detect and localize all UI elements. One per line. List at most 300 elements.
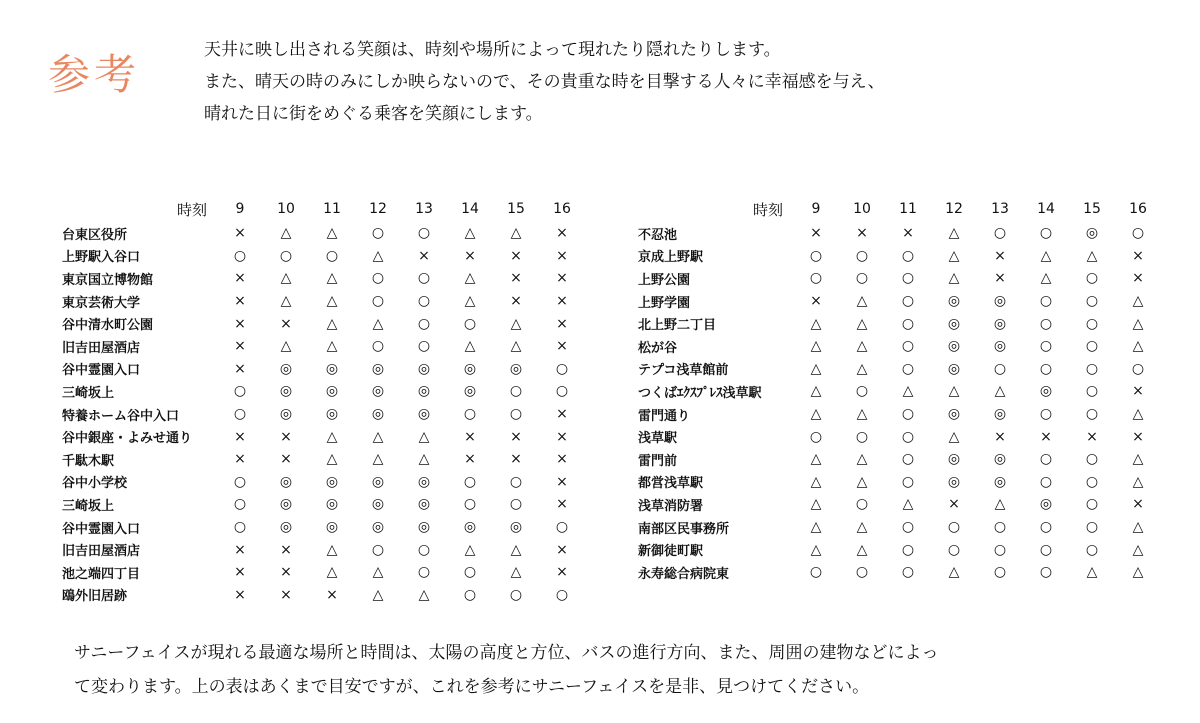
visibility-mark: ○: [1039, 225, 1053, 242]
stop-name: 谷中清水町公園: [62, 318, 154, 334]
stop-name: 上野学園: [638, 295, 691, 311]
stop-name: 三崎坂上: [62, 498, 115, 514]
visibility-mark: △: [1132, 338, 1144, 355]
visibility-mark: ○: [901, 338, 915, 355]
stop-name: 東京芸術大学: [62, 295, 141, 311]
visibility-mark: △: [280, 270, 292, 287]
table-row: [638, 403, 1161, 426]
visibility-mark: ◎: [463, 383, 477, 400]
visibility-mark: ○: [371, 293, 385, 310]
visibility-mark: ◎: [947, 338, 961, 355]
visibility-mark: ○: [1039, 315, 1053, 332]
table-header-row: [638, 196, 1161, 222]
stop-name: 池之端四丁目: [62, 566, 141, 582]
visibility-mark: ×: [556, 564, 568, 581]
visibility-mark: △: [464, 270, 476, 287]
visibility-mark: △: [418, 428, 430, 445]
visibility-mark: △: [856, 519, 868, 536]
visibility-mark: ×: [1132, 428, 1144, 445]
stop-name: 上野駅入谷口: [62, 250, 141, 266]
hour-header: 15: [507, 201, 525, 217]
visibility-mark: ×: [994, 247, 1006, 264]
table-row: [638, 222, 1161, 245]
intro-text: [204, 34, 885, 130]
stop-name: 千駄木駅: [62, 453, 115, 469]
visibility-mark: ○: [463, 586, 477, 603]
hour-header: 13: [991, 201, 1009, 217]
visibility-mark: ×: [556, 338, 568, 355]
visibility-mark: △: [810, 496, 822, 513]
visibility-mark: ○: [809, 270, 823, 287]
visibility-mark: △: [856, 541, 868, 558]
visibility-mark: △: [1132, 541, 1144, 558]
visibility-mark: △: [1132, 473, 1144, 490]
visibility-mark: ○: [463, 564, 477, 581]
visibility-mark: ×: [556, 315, 568, 332]
visibility-mark: ○: [417, 270, 431, 287]
stop-name: 谷中銀座・よみせ通り: [62, 431, 193, 447]
visibility-mark: ○: [993, 564, 1007, 581]
stop-name: 浅草駅: [638, 431, 678, 447]
stop-name: 台東区役所: [62, 227, 128, 243]
visibility-mark: ×: [510, 270, 522, 287]
hour-header: 16: [553, 201, 571, 217]
visibility-mark: ○: [1131, 360, 1145, 377]
visibility-mark: ◎: [279, 519, 293, 536]
visibility-mark: ◎: [371, 496, 385, 513]
hour-header: 13: [415, 201, 433, 217]
stop-name: 松が谷: [638, 340, 678, 356]
visibility-mark: ×: [556, 428, 568, 445]
visibility-mark: ○: [1085, 338, 1099, 355]
table-row: [62, 516, 585, 539]
stop-name: 上野公園: [638, 272, 691, 288]
visibility-mark: ○: [901, 270, 915, 287]
visibility-mark: △: [810, 541, 822, 558]
visibility-mark: ○: [417, 293, 431, 310]
visibility-mark: ○: [1039, 451, 1053, 468]
footer-text: [74, 636, 938, 704]
visibility-mark: △: [810, 360, 822, 377]
visibility-mark: ×: [1040, 428, 1052, 445]
visibility-mark: ×: [810, 293, 822, 310]
hour-header: 10: [853, 201, 871, 217]
stop-name: 旧吉田屋酒店: [62, 340, 141, 356]
visibility-mark: ○: [555, 586, 569, 603]
visibility-mark: △: [810, 451, 822, 468]
visibility-mark: ○: [901, 519, 915, 536]
intro-line: また、晴天の時のみにしか映らないので、その貴重な時を目撃する人々に幸福感を与え、: [204, 72, 885, 92]
visibility-mark: △: [280, 293, 292, 310]
visibility-mark: ×: [280, 586, 292, 603]
stop-name: 雷門通り: [638, 408, 691, 424]
visibility-mark: ○: [993, 225, 1007, 242]
table-row: [62, 290, 585, 313]
visibility-mark: △: [280, 225, 292, 242]
visibility-mark: △: [1132, 519, 1144, 536]
visibility-mark: ◎: [993, 473, 1007, 490]
visibility-mark: △: [326, 315, 338, 332]
visibility-mark: △: [1132, 293, 1144, 310]
visibility-mark: △: [948, 247, 960, 264]
visibility-mark: ◎: [417, 406, 431, 423]
visibility-mark: ○: [463, 473, 477, 490]
table-row: [62, 358, 585, 381]
visibility-mark: △: [948, 383, 960, 400]
visibility-mark: △: [372, 564, 384, 581]
visibility-mark: ◎: [947, 360, 961, 377]
visibility-mark: ◎: [417, 496, 431, 513]
visibility-mark: △: [902, 496, 914, 513]
visibility-mark: ○: [1039, 541, 1053, 558]
visibility-mark: △: [856, 451, 868, 468]
visibility-mark: ○: [1131, 225, 1145, 242]
visibility-mark: ○: [1085, 541, 1099, 558]
visibility-mark: ×: [556, 247, 568, 264]
visibility-mark: △: [326, 541, 338, 558]
visibility-mark: ×: [280, 451, 292, 468]
table-row: [638, 312, 1161, 335]
hour-header: 9: [235, 201, 245, 217]
visibility-mark: ◎: [279, 360, 293, 377]
visibility-mark: ×: [556, 451, 568, 468]
visibility-mark: △: [418, 586, 430, 603]
table-row: [62, 312, 585, 335]
visibility-mark: ○: [855, 270, 869, 287]
table-row: [638, 538, 1161, 561]
table-row: [638, 471, 1161, 494]
visibility-mark: △: [948, 564, 960, 581]
visibility-mark: ×: [856, 225, 868, 242]
visibility-mark: ◎: [947, 293, 961, 310]
visibility-mark: ◎: [417, 473, 431, 490]
visibility-mark: ×: [1132, 383, 1144, 400]
visibility-mark: ○: [1085, 473, 1099, 490]
visibility-mark: ◎: [417, 519, 431, 536]
hour-header: 14: [461, 201, 479, 217]
visibility-mark: ×: [234, 541, 246, 558]
visibility-mark: △: [326, 270, 338, 287]
stop-name: 東京国立博物館: [62, 272, 154, 288]
visibility-mark: ×: [510, 428, 522, 445]
visibility-mark: ×: [234, 564, 246, 581]
hour-header: 14: [1037, 201, 1055, 217]
visibility-mark: ×: [464, 247, 476, 264]
visibility-mark: ○: [901, 428, 915, 445]
visibility-mark: ○: [1085, 496, 1099, 513]
visibility-mark: ×: [948, 496, 960, 513]
visibility-mark: ○: [1039, 564, 1053, 581]
visibility-mark: ○: [1085, 270, 1099, 287]
visibility-mark: ○: [509, 406, 523, 423]
visibility-mark: △: [810, 383, 822, 400]
visibility-mark: ○: [1085, 406, 1099, 423]
visibility-mark: ◎: [947, 315, 961, 332]
table-row: [638, 493, 1161, 516]
visibility-mark: ○: [417, 338, 431, 355]
visibility-mark: ○: [1085, 360, 1099, 377]
visibility-mark: ◎: [993, 451, 1007, 468]
visibility-mark: ◎: [325, 360, 339, 377]
visibility-mark: ○: [901, 247, 915, 264]
visibility-mark: ○: [1085, 293, 1099, 310]
visibility-mark: ○: [509, 586, 523, 603]
page-heading: 参考: [48, 50, 141, 99]
visibility-mark: ×: [234, 451, 246, 468]
visibility-mark: ×: [510, 247, 522, 264]
visibility-mark: ×: [1132, 496, 1144, 513]
schedule-table-left: [62, 196, 585, 606]
visibility-mark: ×: [902, 225, 914, 242]
visibility-mark: △: [464, 225, 476, 242]
hour-header: 16: [1129, 201, 1147, 217]
visibility-mark: ◎: [947, 406, 961, 423]
visibility-mark: ◎: [279, 383, 293, 400]
visibility-mark: △: [510, 338, 522, 355]
visibility-mark: △: [464, 338, 476, 355]
table-row: [62, 448, 585, 471]
stop-name: 雷門前: [638, 453, 678, 469]
visibility-mark: ○: [855, 428, 869, 445]
visibility-mark: ○: [509, 496, 523, 513]
stop-name: 南部区民事務所: [638, 521, 730, 537]
visibility-mark: ○: [855, 383, 869, 400]
table-row: [638, 267, 1161, 290]
visibility-mark: ○: [233, 383, 247, 400]
hour-header: 15: [1083, 201, 1101, 217]
visibility-mark: ○: [901, 473, 915, 490]
hour-header: 11: [323, 201, 341, 217]
visibility-mark: ○: [1039, 519, 1053, 536]
visibility-mark: △: [810, 519, 822, 536]
visibility-mark: △: [372, 247, 384, 264]
visibility-mark: ◎: [1085, 225, 1099, 242]
visibility-mark: ○: [901, 451, 915, 468]
visibility-mark: △: [510, 564, 522, 581]
visibility-mark: ○: [1039, 293, 1053, 310]
visibility-mark: ×: [464, 451, 476, 468]
table-row: [62, 380, 585, 403]
visibility-mark: ○: [325, 247, 339, 264]
visibility-mark: ×: [556, 225, 568, 242]
visibility-mark: ×: [280, 315, 292, 332]
table-row: [62, 538, 585, 561]
visibility-mark: △: [326, 293, 338, 310]
table-row: [62, 403, 585, 426]
stop-name: 谷中小学校: [62, 476, 128, 492]
visibility-mark: △: [326, 428, 338, 445]
visibility-mark: ×: [556, 293, 568, 310]
visibility-mark: ○: [279, 247, 293, 264]
visibility-mark: △: [326, 564, 338, 581]
visibility-mark: ○: [993, 360, 1007, 377]
visibility-mark: ○: [1039, 338, 1053, 355]
visibility-mark: ×: [234, 338, 246, 355]
visibility-mark: ○: [555, 360, 569, 377]
visibility-mark: ◎: [279, 496, 293, 513]
visibility-mark: △: [1040, 247, 1052, 264]
table-row: [638, 290, 1161, 313]
visibility-mark: ○: [417, 225, 431, 242]
visibility-mark: ◎: [417, 383, 431, 400]
visibility-mark: ○: [509, 383, 523, 400]
visibility-mark: ◎: [371, 406, 385, 423]
visibility-mark: ×: [234, 360, 246, 377]
table-row: [62, 335, 585, 358]
visibility-mark: ×: [994, 270, 1006, 287]
stop-name: 新御徒町駅: [638, 544, 704, 560]
table-row: [638, 561, 1161, 584]
visibility-mark: ◎: [371, 383, 385, 400]
visibility-mark: ○: [1085, 315, 1099, 332]
visibility-mark: ◎: [325, 383, 339, 400]
stop-name: 北上野二丁目: [638, 318, 717, 334]
visibility-mark: ○: [855, 247, 869, 264]
visibility-mark: ◎: [993, 338, 1007, 355]
visibility-mark: △: [856, 315, 868, 332]
visibility-mark: ◎: [325, 519, 339, 536]
visibility-mark: ○: [1039, 473, 1053, 490]
visibility-mark: ○: [371, 338, 385, 355]
visibility-mark: ◎: [509, 360, 523, 377]
visibility-mark: ○: [417, 315, 431, 332]
table-header-row: [62, 196, 585, 222]
visibility-mark: ○: [901, 315, 915, 332]
visibility-mark: ×: [234, 586, 246, 603]
stop-name: 三崎坂上: [62, 385, 115, 401]
visibility-mark: ○: [901, 360, 915, 377]
hour-header: 12: [945, 201, 963, 217]
visibility-mark: ○: [555, 519, 569, 536]
visibility-mark: ○: [1085, 519, 1099, 536]
visibility-mark: △: [856, 473, 868, 490]
visibility-mark: △: [856, 338, 868, 355]
visibility-mark: △: [372, 586, 384, 603]
stop-name: 谷中霊園入口: [62, 363, 141, 379]
visibility-mark: ◎: [325, 496, 339, 513]
stop-name: 旧吉田屋酒店: [62, 544, 141, 560]
visibility-mark: ×: [994, 428, 1006, 445]
table-row: [638, 380, 1161, 403]
visibility-mark: △: [280, 338, 292, 355]
visibility-mark: ×: [234, 270, 246, 287]
visibility-mark: ×: [556, 496, 568, 513]
visibility-mark: △: [810, 473, 822, 490]
visibility-mark: ×: [556, 541, 568, 558]
visibility-mark: ○: [233, 496, 247, 513]
stop-name: 都営浅草駅: [638, 476, 704, 492]
visibility-mark: ◎: [371, 473, 385, 490]
stop-name: テプコ浅草館前: [638, 363, 729, 379]
visibility-mark: ×: [556, 473, 568, 490]
visibility-mark: △: [326, 451, 338, 468]
visibility-mark: ×: [1132, 247, 1144, 264]
visibility-mark: ×: [280, 428, 292, 445]
visibility-mark: ○: [371, 225, 385, 242]
visibility-mark: ○: [1085, 451, 1099, 468]
stop-name: つくばｴｸｽﾌﾟﾚｽ浅草駅: [638, 385, 762, 401]
table-row: [638, 425, 1161, 448]
footer-line: て変わります。上の表はあくまで目安ですが、これを参考にサニーフェイスを是非、見つけてください。: [74, 677, 870, 697]
visibility-mark: ○: [809, 564, 823, 581]
hour-header: 9: [811, 201, 821, 217]
visibility-mark: △: [856, 293, 868, 310]
visibility-mark: △: [994, 496, 1006, 513]
visibility-mark: △: [1132, 564, 1144, 581]
visibility-mark: △: [810, 406, 822, 423]
visibility-mark: ◎: [417, 360, 431, 377]
visibility-mark: ×: [556, 406, 568, 423]
stop-name: 鴎外旧居跡: [62, 589, 128, 605]
schedule-table-right: [638, 196, 1161, 584]
visibility-mark: ◎: [993, 293, 1007, 310]
table-row: [62, 561, 585, 584]
visibility-mark: △: [372, 451, 384, 468]
table-row: [62, 267, 585, 290]
visibility-mark: ×: [510, 451, 522, 468]
visibility-mark: ×: [280, 564, 292, 581]
visibility-mark: △: [948, 270, 960, 287]
visibility-mark: ○: [371, 270, 385, 287]
time-label: 時刻: [176, 200, 207, 219]
visibility-mark: ○: [233, 247, 247, 264]
visibility-mark: △: [1040, 270, 1052, 287]
visibility-mark: △: [464, 541, 476, 558]
stop-name: 谷中霊園入口: [62, 521, 141, 537]
visibility-mark: △: [510, 225, 522, 242]
visibility-mark: ○: [463, 315, 477, 332]
stop-name: 永寿総合病院東: [638, 566, 730, 582]
visibility-mark: ○: [509, 473, 523, 490]
visibility-mark: ◎: [463, 360, 477, 377]
visibility-mark: ○: [555, 383, 569, 400]
visibility-mark: ×: [280, 541, 292, 558]
visibility-mark: ○: [809, 247, 823, 264]
visibility-mark: △: [810, 338, 822, 355]
stop-name: 京成上野駅: [638, 250, 704, 266]
visibility-mark: ×: [326, 586, 338, 603]
visibility-mark: △: [856, 360, 868, 377]
visibility-mark: ◎: [371, 519, 385, 536]
visibility-mark: △: [372, 315, 384, 332]
table-row: [638, 448, 1161, 471]
table-row: [62, 245, 585, 268]
visibility-mark: ○: [371, 541, 385, 558]
visibility-mark: ○: [1085, 383, 1099, 400]
visibility-mark: ○: [463, 496, 477, 513]
visibility-mark: △: [510, 541, 522, 558]
visibility-mark: ○: [901, 564, 915, 581]
table-row: [62, 584, 585, 607]
visibility-mark: ○: [233, 473, 247, 490]
visibility-mark: ×: [1086, 428, 1098, 445]
visibility-mark: ×: [234, 225, 246, 242]
visibility-mark: △: [372, 428, 384, 445]
visibility-mark: ◎: [509, 519, 523, 536]
visibility-mark: △: [1132, 406, 1144, 423]
hour-header: 10: [277, 201, 295, 217]
visibility-mark: ×: [234, 315, 246, 332]
hour-header: 11: [899, 201, 917, 217]
visibility-mark: ×: [234, 293, 246, 310]
visibility-mark: ○: [993, 541, 1007, 558]
table-row: [638, 335, 1161, 358]
visibility-mark: ×: [556, 270, 568, 287]
table-row: [62, 471, 585, 494]
visibility-mark: ◎: [325, 473, 339, 490]
table-row: [638, 245, 1161, 268]
footer-line: サニーフェイスが現れる最適な場所と時間は、太陽の高度と方位、バスの進行方向、また、周囲の建物などによっ: [74, 643, 939, 663]
